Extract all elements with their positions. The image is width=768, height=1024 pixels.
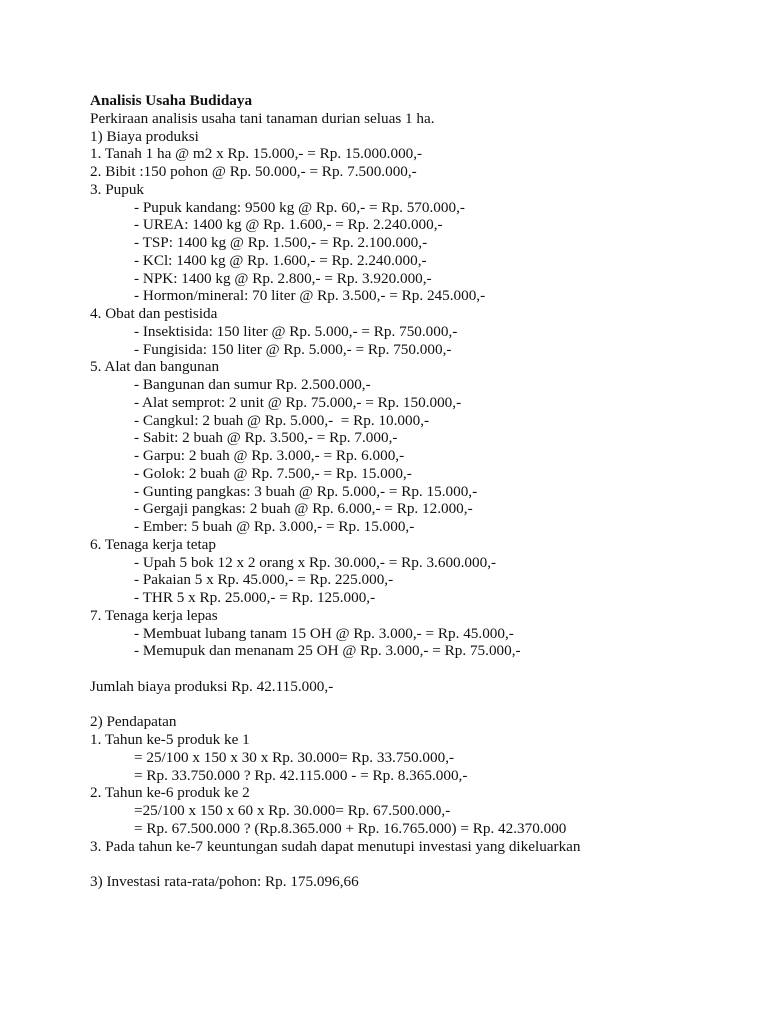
sub-list-item: - KCl: 1400 kg @ Rp. 1.600,- = Rp. 2.240.000,- [134, 251, 427, 269]
sub-list-item: - Pupuk kandang: 9500 kg @ Rp. 60,- = Rp. 570.000,- [134, 198, 465, 216]
sub-list-item: = Rp. 67.500.000 ? (Rp.8.365.000 + Rp. 16.765.000) = Rp. 42.370.000 [134, 819, 567, 837]
section-heading-investasi: 3) Investasi rata-rata/pohon: Rp. 175.096,66 [90, 873, 359, 890]
sub-list-item: - Alat semprot: 2 unit @ Rp. 75.000,- = Rp. 150.000,- [134, 393, 462, 411]
sub-list-item: - Fungisida: 150 liter @ Rp. 5.000,- = Rp. 750.000,- [134, 340, 452, 358]
sub-list-item: - TSP: 1400 kg @ Rp. 1.500,- = Rp. 2.100.000,- [134, 234, 428, 251]
sub-list-item: - Pakaian 5 x Rp. 45.000,- = Rp. 225.000,- [134, 571, 394, 589]
sub-list-item: - Memupuk dan menanam 25 OH @ Rp. 3.000,- = Rp. 75.000,- [134, 642, 521, 660]
sub-list-item: - Hormon/mineral: 70 liter @ Rp. 3.500,- = Rp. 245.000,- [134, 287, 486, 305]
list-item: 3. Pada tahun ke-7 keuntungan sudah dapat menutupi investasi yang dikeluarkan [90, 837, 581, 855]
list-item: 2. Tahun ke-6 produk ke 2 [90, 784, 250, 802]
spacer [90, 696, 750, 714]
list-item: 4. Obat dan pestisida [90, 305, 218, 322]
sub-list-item: - Bangunan dan sumur Rp. 2.500.000,- [134, 376, 371, 393]
list-item: 7. Tenaga kerja lepas [90, 606, 218, 624]
sub-list-item: = Rp. 33.750.000 ? Rp. 42.115.000 - = Rp. 8.365.000,- [134, 766, 468, 784]
spacer [90, 855, 750, 873]
list-item: 6. Tenaga kerja tetap [90, 535, 217, 553]
sub-list-item: - THR 5 x Rp. 25.000,- = Rp. 125.000,- [134, 589, 376, 606]
sub-list-item: - Insektisida: 150 liter @ Rp. 5.000,- = Rp. 750.000,- [134, 322, 458, 340]
sub-list-item: = 25/100 x 150 x 30 x Rp. 30.000= Rp. 33.750.000,- [134, 748, 455, 766]
sub-list-item: - Gunting pangkas: 3 buah @ Rp. 5.000,- = Rp. 15.000,- [134, 482, 478, 500]
sub-list-item: - Gergaji pangkas: 2 buah @ Rp. 6.000,- = Rp. 12.000,- [134, 500, 473, 518]
sub-list-item: - UREA: 1400 kg @ Rp. 1.600,- = Rp. 2.240.000,- [134, 216, 443, 234]
sub-list-item: - Golok: 2 buah @ Rp. 7.500,- = Rp. 15.000,- [134, 464, 412, 482]
list-item: 2. Bibit :150 pohon @ Rp. 50.000,- = Rp. 7.500.000,- [90, 163, 417, 180]
document-title: Analisis Usaha Budidaya [90, 92, 253, 109]
sub-list-item: =25/100 x 150 x 60 x Rp. 30.000= Rp. 67.500.000,- [134, 802, 451, 819]
sub-list-item: - Sabit: 2 buah @ Rp. 3.500,- = Rp. 7.000,- [134, 429, 398, 447]
document-page [90, 92, 750, 891]
list-item: 5. Alat dan bangunan [90, 358, 220, 376]
list-item: 3. Pupuk [90, 180, 145, 198]
sub-list-item: - Membuat lubang tanam 15 OH @ Rp. 3.000,- = Rp. 45.000,- [134, 624, 514, 642]
total-biaya-produksi: Jumlah biaya produksi Rp. 42.115.000,- [90, 677, 334, 695]
sub-list-item: - NPK: 1400 kg @ Rp. 2.800,- = Rp. 3.920.000,- [134, 269, 432, 287]
section-heading-biaya-produksi: 1) Biaya produksi [90, 127, 199, 145]
sub-list-item: - Cangkul: 2 buah @ Rp. 5.000,- = Rp. 10.000,- [134, 411, 430, 429]
section-heading-pendapatan: 2) Pendapatan [90, 713, 177, 731]
sub-list-item: - Upah 5 bok 12 x 2 orang x Rp. 30.000,- = Rp. 3.600.000,- [134, 553, 497, 571]
sub-list-item: - Ember: 5 buah @ Rp. 3.000,- = Rp. 15.000,- [134, 518, 415, 535]
list-item: 1. Tanah 1 ha @ m2 x Rp. 15.000,- = Rp. 15.000.000,- [90, 145, 423, 163]
spacer [90, 660, 750, 678]
sub-list-item: - Garpu: 2 buah @ Rp. 3.000,- = Rp. 6.000,- [134, 447, 405, 464]
intro-text: Perkiraan analisis usaha tani tanaman durian seluas 1 ha. [90, 109, 435, 127]
list-item: 1. Tahun ke-5 produk ke 1 [90, 731, 250, 748]
